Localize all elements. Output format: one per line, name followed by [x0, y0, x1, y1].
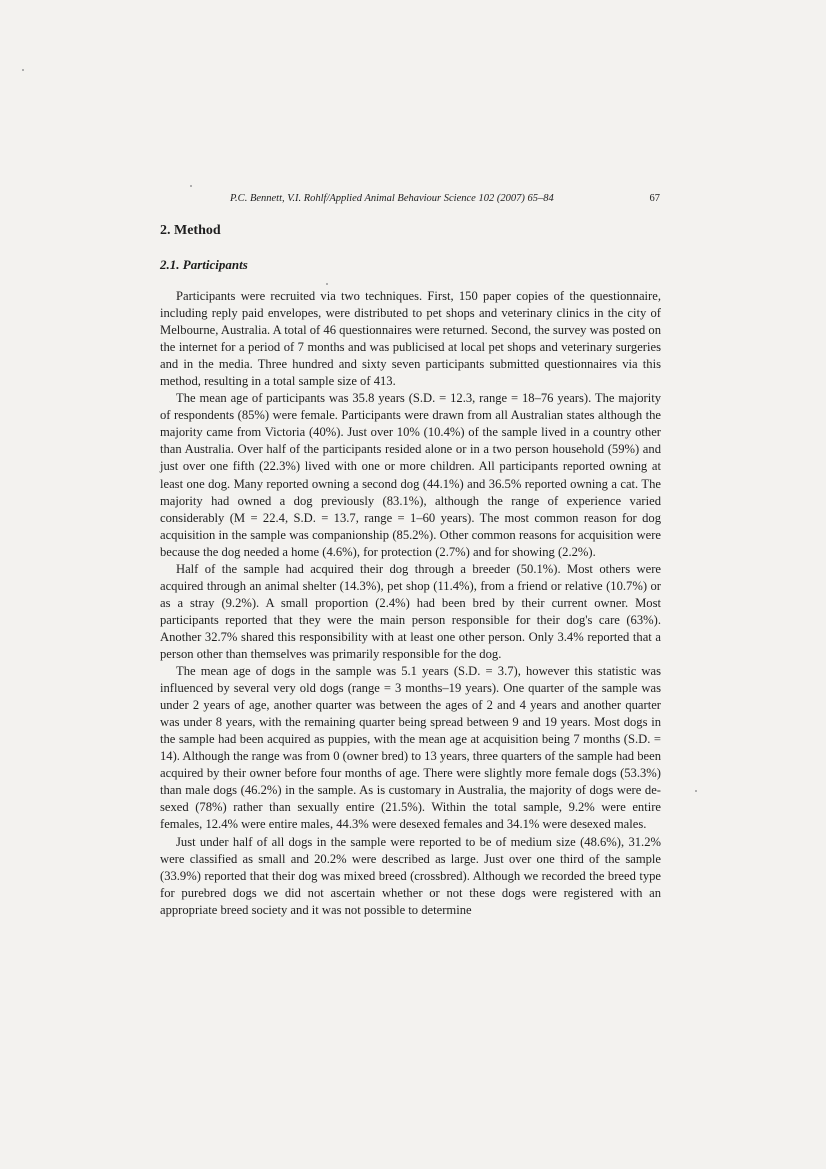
paragraph: Half of the sample had acquired their dog through a breeder (50.1%). Most others were acquired through an animal shelter (14.3%), pet shop (11.4%), from a friend or relative (10.7%) or as a stray (9.2%). A small proportion (2.4%) had been bred by their current owner. Most participants reported that they were the main person responsible for their dog's care (63%). Another 32.7% shared this responsibility with at least one other person. Only 3.4% reported that a person other than themselves was primarily responsible for the dog. [160, 561, 661, 661]
scan-speck [190, 185, 192, 187]
section-heading: 2. Method [160, 223, 221, 238]
paragraph: The mean age of participants was 35.8 years (S.D. = 12.3, range = 18–76 years). The majority of respondents (85%) were female. Participants were drawn from all Australian states although the majority came from Victoria (40%). Just over 10% (10.4%) of the sample lived in a country other than Australia. Over half of the participants resided alone or in a two person household (59%) and just over one fifth (22.3%) lived with one or more children. All participants reported owning at least one dog. Many reported owning a second dog (44.1%) and 36.5% reported owning a cat. The majority had owned a dog previously (83.1%), although the range of experience varied considerably (M = 22.4, S.D. = 13.7, range = 1–60 years). The most common reason for dog acquisition in the sample was companionship (85.2%). Other common reasons for acquisition were because the dog needed a home (4.6%), for protection (2.7%) and for showing (2.2%). [160, 391, 661, 559]
body-text [160, 288, 661, 919]
running-title: P.C. Bennett, V.I. Rohlf/Applied Animal Behaviour Science 102 (2007) 65–84 [230, 193, 554, 204]
scan-speck [326, 283, 328, 285]
paragraph: Participants were recruited via two techniques. First, 150 paper copies of the questionnaire, including reply paid envelopes, were distributed to pet shops and veterinary clinics in the city of Melbourne, Australia. A total of 46 questionnaires were returned. Second, the survey was posted on the internet for a period of 7 months and was publicised at local pet shops and veterinary surgeries and in the media. Three hundred and sixty seven participants submitted questionnaires via this method, resulting in a total sample size of 413. [160, 289, 661, 389]
paragraph: Just under half of all dogs in the sample were reported to be of medium size (48.6%), 31.2% were classified as small and 20.2% were described as large. Just over one third of the sample (33.9%) reported that their dog was mixed breed (crossbred). Although we recorded the breed type for purebred dogs we did not ascertain whether or not these dogs were registered with an appropriate breed society and it was not possible to determine [160, 834, 661, 917]
scan-speck [695, 790, 697, 792]
page-number: 67 [649, 193, 660, 204]
paragraph: The mean age of dogs in the sample was 5.1 years (S.D. = 3.7), however this statistic was influenced by several very old dogs (range = 3 months–19 years). One quarter of the sample was under 2 years of age, another quarter was between the ages of 2 and 4 years and another quarter was under 8 years, with the remaining quarter being spread between 9 and 19 years. Most dogs in the sample had been acquired as puppies, with the mean age at acquisition being 7 months (S.D. = 14). Although the range was from 0 (owner bred) to 13 years, three quarters of the sample had been acquired by their owner before four months of age. There were slightly more female dogs (53.3%) than male dogs (46.2%) in the sample. As is customary in Australia, the majority of dogs were de-sexed (78%) rather than sexually entire (21.5%). Within the total sample, 9.2% were entire females, 12.4% were entire males, 44.3% were desexed females and 34.1% were desexed males. [160, 664, 661, 832]
scan-speck [22, 69, 24, 71]
subsection-heading: 2.1. Participants [160, 257, 248, 272]
